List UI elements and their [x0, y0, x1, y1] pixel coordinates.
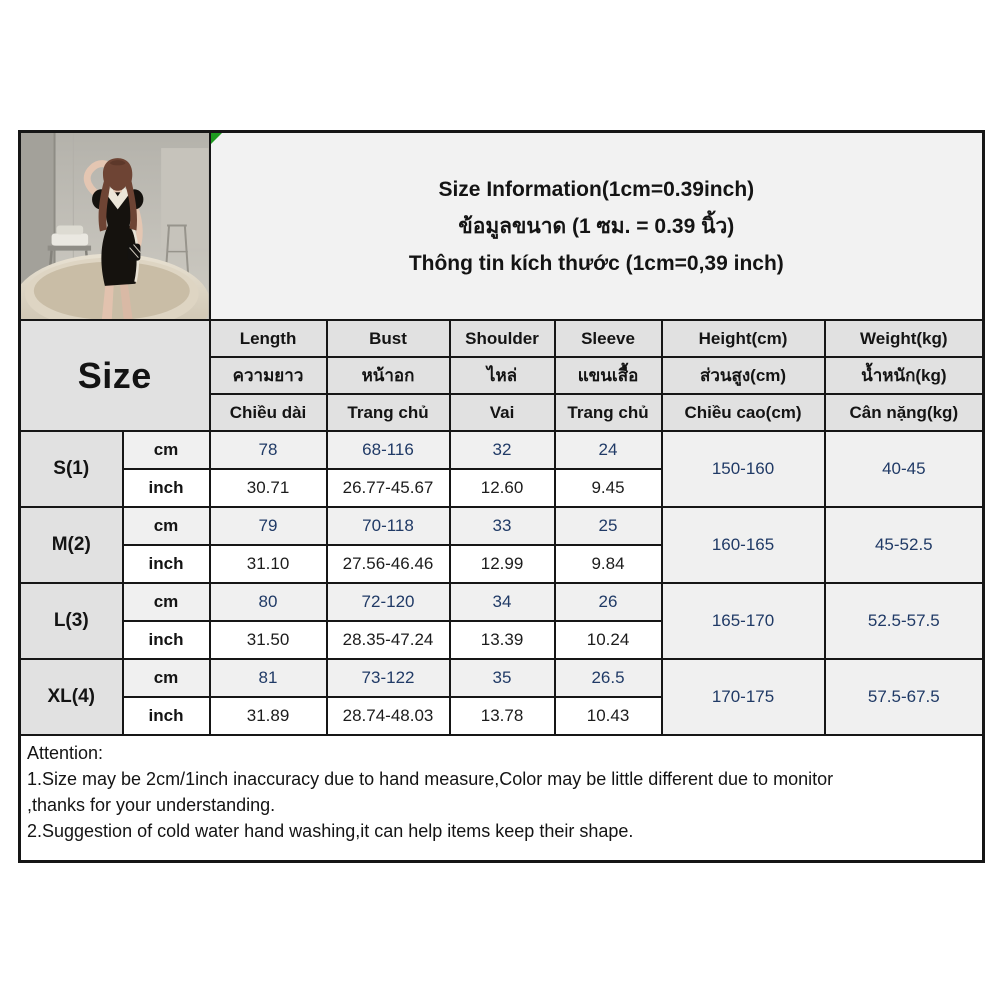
- size-row-cm: [20, 583, 984, 621]
- value-cell-inch: 9.84: [555, 545, 662, 583]
- title-vietnamese: Thông tin kích thước (1cm=0,39 inch): [408, 251, 784, 275]
- value-cell-inch: 10.24: [555, 621, 662, 659]
- header-height-th: ส่วนสูง(cm): [662, 357, 825, 394]
- value-cell-inch: 12.60: [450, 469, 555, 507]
- header-length: Length: [210, 320, 327, 357]
- header-shoulder-vi: Vai: [450, 394, 555, 431]
- attention-note: [20, 735, 984, 862]
- size-row-cm: [20, 659, 984, 697]
- header-shoulder-th: ไหล่: [450, 357, 555, 394]
- unit-cm-cell: cm: [123, 507, 210, 545]
- value-cell-cm: 33: [450, 507, 555, 545]
- size-chart-table: [18, 130, 985, 863]
- value-cell-inch: 26.77-45.67: [327, 469, 450, 507]
- green-corner-marker-icon: [211, 133, 222, 144]
- header-weight: Weight(kg): [825, 320, 984, 357]
- unit-inch-cell: inch: [123, 469, 210, 507]
- value-cell-inch: 27.56-46.46: [327, 545, 450, 583]
- unit-inch-cell: inch: [123, 697, 210, 735]
- unit-cm-cell: cm: [123, 659, 210, 697]
- title-english: Size Information(1cm=0.39inch): [438, 177, 755, 201]
- value-cell-cm: 72-120: [327, 583, 450, 621]
- value-cell-inch: 12.99: [450, 545, 555, 583]
- value-cell-cm: 26: [555, 583, 662, 621]
- header-bust-vi: Trang chủ: [327, 394, 450, 431]
- header-weight-th: น้ำหนัก(kg): [825, 357, 984, 394]
- value-cell-cm: 79: [210, 507, 327, 545]
- unit-cm-cell: cm: [123, 583, 210, 621]
- header-height: Height(cm): [662, 320, 825, 357]
- product-photo: [20, 132, 210, 321]
- weight-range-cell: 40-45: [825, 431, 984, 507]
- size-name-cell: XL(4): [20, 659, 123, 735]
- header-sleeve-th: แขนเสื้อ: [555, 357, 662, 394]
- header-length-th: ความยาว: [210, 357, 327, 394]
- value-cell-inch: 13.39: [450, 621, 555, 659]
- header-shoulder: Shoulder: [450, 320, 555, 357]
- photo-title-row: [20, 132, 984, 321]
- header-sleeve-vi: Trang chủ: [555, 394, 662, 431]
- size-name-cell: M(2): [20, 507, 123, 583]
- value-cell-cm: 78: [210, 431, 327, 469]
- height-range-cell: 165-170: [662, 583, 825, 659]
- size-row-cm: [20, 507, 984, 545]
- size-header-cell: Size: [20, 320, 210, 431]
- size-name-cell: S(1): [20, 431, 123, 507]
- value-cell-inch: 28.35-47.24: [327, 621, 450, 659]
- attention-line: 2.Suggestion of cold water hand washing,it can help items keep their shape.: [27, 821, 634, 841]
- size-row-cm: [20, 431, 984, 469]
- value-cell-cm: 81: [210, 659, 327, 697]
- unit-inch-cell: inch: [123, 621, 210, 659]
- attention-line: ,thanks for your understanding.: [27, 795, 276, 815]
- weight-range-cell: 52.5-57.5: [825, 583, 984, 659]
- value-cell-cm: 26.5: [555, 659, 662, 697]
- product-photo-illustration: [21, 133, 209, 319]
- value-cell-inch: 31.10: [210, 545, 327, 583]
- height-range-cell: 160-165: [662, 507, 825, 583]
- value-cell-cm: 73-122: [327, 659, 450, 697]
- attention-line: Attention:: [27, 743, 104, 763]
- header-bust-th: หน้าอก: [327, 357, 450, 394]
- header-sleeve: Sleeve: [555, 320, 662, 357]
- value-cell-cm: 34: [450, 583, 555, 621]
- header-row-english: [20, 320, 984, 357]
- weight-range-cell: 45-52.5: [825, 507, 984, 583]
- value-cell-inch: 28.74-48.03: [327, 697, 450, 735]
- value-cell-cm: 68-116: [327, 431, 450, 469]
- value-cell-inch: 10.43: [555, 697, 662, 735]
- header-length-vi: Chiều dài: [210, 394, 327, 431]
- unit-cm-cell: cm: [123, 431, 210, 469]
- value-cell-inch: 30.71: [210, 469, 327, 507]
- header-weight-vi: Cân nặng(kg): [825, 394, 984, 431]
- attention-row: [20, 735, 984, 862]
- value-cell-inch: 9.45: [555, 469, 662, 507]
- unit-inch-cell: inch: [123, 545, 210, 583]
- value-cell-inch: 13.78: [450, 697, 555, 735]
- header-bust: Bust: [327, 320, 450, 357]
- value-cell-cm: 32: [450, 431, 555, 469]
- value-cell-cm: 80: [210, 583, 327, 621]
- size-info-title-block: [210, 132, 984, 321]
- value-cell-inch: 31.89: [210, 697, 327, 735]
- title-thai: ข้อมูลขนาด (1 ซม. = 0.39 นิ้ว): [458, 214, 735, 238]
- attention-line: 1.Size may be 2cm/1inch inaccuracy due to hand measure,Color may be little different due to monitor: [27, 769, 834, 789]
- value-cell-cm: 25: [555, 507, 662, 545]
- height-range-cell: 150-160: [662, 431, 825, 507]
- weight-range-cell: 57.5-67.5: [825, 659, 984, 735]
- value-cell-cm: 24: [555, 431, 662, 469]
- value-cell-inch: 31.50: [210, 621, 327, 659]
- header-height-vi: Chiều cao(cm): [662, 394, 825, 431]
- height-range-cell: 170-175: [662, 659, 825, 735]
- value-cell-cm: 35: [450, 659, 555, 697]
- size-name-cell: L(3): [20, 583, 123, 659]
- value-cell-cm: 70-118: [327, 507, 450, 545]
